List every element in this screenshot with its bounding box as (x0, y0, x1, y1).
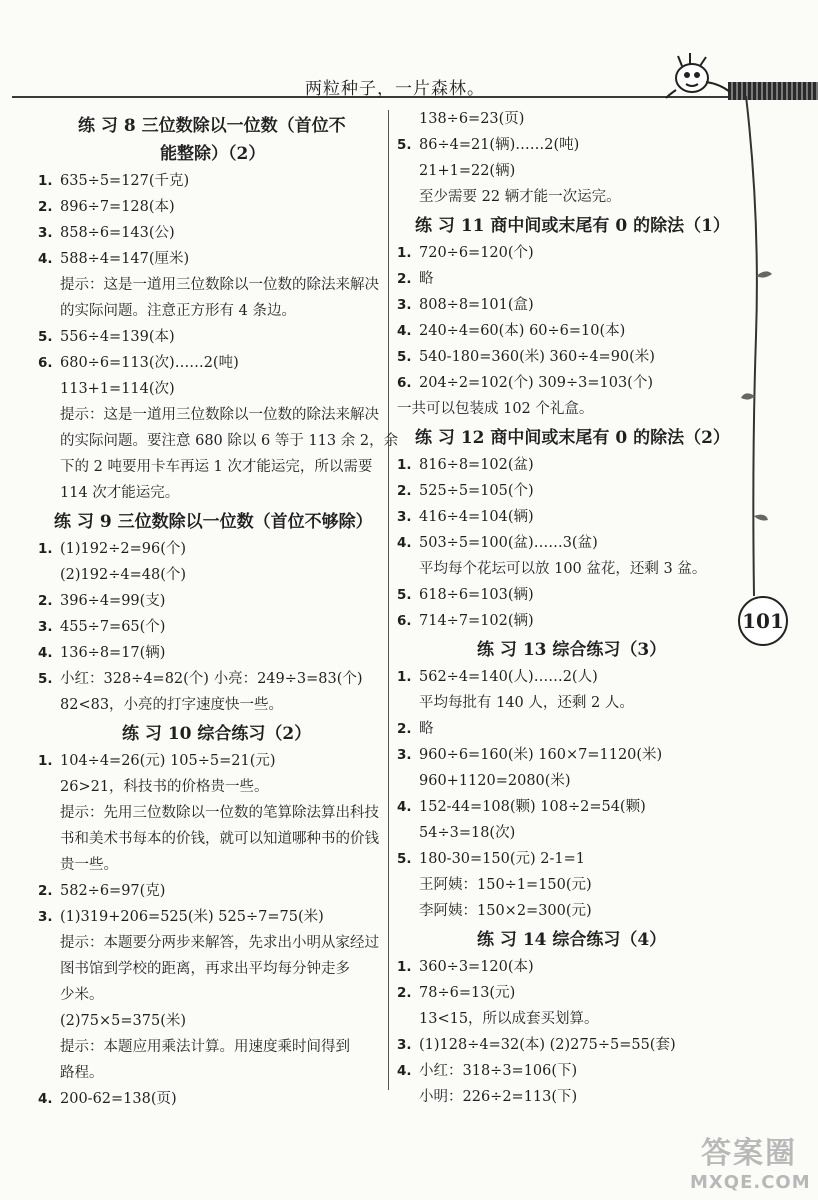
answer-item (38, 904, 382, 1086)
answer-item (38, 350, 399, 506)
answer-line: 78÷6=13(元) (419, 985, 516, 1001)
item-number: 2. (38, 593, 53, 609)
answer-item (397, 266, 733, 292)
section-title: 练 习 9 三位数除以一位数（首位不够除） (54, 512, 373, 532)
hint-line: 提示：先用三位数除以一位数的笔算除法算出科技 (60, 805, 379, 821)
answer-line: (1)128÷4=32(本) (2)275÷5=55(套) (419, 1037, 676, 1053)
answer-item (397, 452, 733, 478)
item-number: 3. (397, 509, 412, 525)
answer-line: 540-180=360(米) 360÷4=90(米) (419, 349, 655, 365)
item-number: 3. (397, 297, 412, 313)
answer-line: 556÷4=139(本) (60, 329, 175, 345)
hint-line: 书和美术书每本的价钱，就可以知道哪种书的价钱 (60, 831, 379, 847)
answer-item (397, 292, 733, 318)
answer-item (38, 246, 382, 324)
answer-line: 360÷3=120(本) (419, 959, 534, 975)
answer-line: 396÷4=99(支) (60, 593, 166, 609)
item-number: 3. (38, 225, 53, 241)
answer-line: 86÷4=21(辆)……2(吨) (419, 137, 580, 153)
answer-item (397, 132, 733, 210)
answer-line: 204÷2=102(个) 309÷3=103(个) (419, 375, 653, 391)
mascot-icon (662, 48, 734, 100)
answer-line: 54÷3=18(次) (419, 825, 516, 841)
answer-line: 582÷6=97(克) (60, 883, 166, 899)
item-number: 3. (38, 619, 53, 635)
answer-item (397, 318, 733, 344)
item-number: 4. (38, 645, 53, 661)
item-number: 3. (397, 747, 412, 763)
answer-line: (2)192÷4=48(个) (60, 567, 187, 583)
item-number: 2. (38, 199, 53, 215)
answer-line: 503÷5=100(盆)……3(盆) (419, 535, 598, 551)
answer-line: 136÷8=17(辆) (60, 645, 166, 661)
page-number-badge: 101 (738, 596, 788, 646)
answer-item (38, 324, 382, 350)
answer-item (38, 194, 382, 220)
answer-item (397, 846, 733, 924)
column-divider (388, 110, 389, 1090)
exercise-section (397, 424, 733, 634)
exercise-section (38, 508, 382, 718)
hint-line: 提示：本题应用乘法计算。用速度乘时间得到 (60, 1039, 350, 1055)
exercise-section-continued (397, 106, 733, 210)
answer-line: 13<15，所以成套买划算。 (419, 1011, 599, 1027)
answer-line: 240÷4=60(本) 60÷6=10(本) (419, 323, 626, 339)
answer-item (38, 536, 382, 588)
section-title: 练 习 8 三位数除以一位数（首位不 (78, 116, 346, 136)
item-number: 2. (397, 483, 412, 499)
answer-item (397, 344, 733, 370)
answer-item (397, 794, 733, 846)
answer-line: 小红：328÷4=82(个) 小亮：249÷3=83(个) (60, 671, 363, 687)
answer-line: 680÷6=113(次)……2(吨) (60, 355, 239, 371)
answer-item (397, 504, 733, 530)
answer-line: 455÷7=65(个) (60, 619, 166, 635)
answer-line: 808÷8=101(盒) (419, 297, 534, 313)
vine-decoration-icon (730, 96, 790, 616)
item-number: 1. (38, 753, 53, 769)
left-column (38, 112, 399, 1114)
item-number: 4. (397, 799, 412, 815)
item-number: 1. (397, 457, 412, 473)
answer-line: 200-62=138(页) (60, 1091, 177, 1107)
answer-line: 略 (419, 271, 434, 287)
item-number: 2. (397, 271, 412, 287)
answer-line: 82<83，小亮的打字速度快一些。 (60, 697, 284, 713)
hint-line: 提示：这是一道用三位数除以一位数的除法来解决 (60, 277, 379, 293)
answer-line: 858÷6=143(公) (60, 225, 175, 241)
answer-item (397, 608, 733, 634)
answer-line: (1)319+206=525(米) 525÷7=75(米) (60, 909, 324, 925)
item-number: 1. (397, 245, 412, 261)
item-number: 5. (397, 349, 412, 365)
answer-item (397, 1032, 733, 1058)
header-motto: 两粒种子，一片森林。 (305, 79, 485, 99)
answer-line: 一共可以包装成 102 个礼盒。 (397, 401, 594, 417)
item-number: 6. (397, 613, 412, 629)
hint-line: 提示：这是一道用三位数除以一位数的除法来解决 (60, 407, 379, 423)
answer-item (397, 106, 733, 132)
hint-line: 的实际问题。注意正方形有 4 条边。 (60, 303, 296, 319)
item-number: 2. (397, 985, 412, 1001)
answer-line: 816÷8=102(盆) (419, 457, 534, 473)
item-number: 1. (38, 173, 53, 189)
exercise-section (38, 112, 399, 506)
item-number (397, 106, 419, 132)
answer-item (397, 370, 733, 422)
answer-item (38, 1086, 382, 1112)
section-title: 练 习 10 综合练习（2） (122, 724, 312, 744)
answer-line: 138÷6=23(页) (419, 111, 525, 127)
hint-line: 贵一些。 (60, 857, 118, 873)
answer-item (397, 240, 733, 266)
item-number: 2. (397, 721, 412, 737)
answer-item (38, 666, 382, 718)
answer-line: 635÷5=127(千克) (60, 173, 190, 189)
answer-line: 至少需要 22 辆才能一次运完。 (419, 189, 621, 205)
hint-line: 下的 2 吨要用卡车再运 1 次才能运完，所以需要 (60, 459, 373, 475)
item-number: 1. (38, 541, 53, 557)
site-watermark (690, 1128, 811, 1194)
right-column (397, 106, 733, 1112)
answer-line: 960+1120=2080(米) (419, 773, 571, 789)
answer-line: 26>21，科技书的价格贵一些。 (60, 779, 269, 795)
answer-item (38, 640, 382, 666)
item-number: 3. (397, 1037, 412, 1053)
answer-item (397, 478, 733, 504)
answer-item (397, 530, 733, 582)
answer-line: 略 (419, 721, 434, 737)
item-number: 1. (397, 669, 412, 685)
section-title: 练 习 14 综合练习（4） (477, 930, 667, 950)
answer-item (38, 614, 382, 640)
answer-line: 896÷7=128(本) (60, 199, 175, 215)
item-number: 6. (38, 355, 53, 371)
answer-line: 李阿姨：150×2=300(元) (419, 903, 592, 919)
answer-line: 525÷5=105(个) (419, 483, 534, 499)
hint-line: 路程。 (60, 1065, 104, 1081)
answer-item (397, 742, 733, 794)
item-number: 4. (397, 323, 412, 339)
answer-item (397, 980, 733, 1032)
answer-line: 152-44=108(颗) 108÷2=54(颗) (419, 799, 646, 815)
answer-item (397, 664, 733, 716)
exercise-section (397, 636, 733, 924)
answer-item (38, 220, 382, 246)
answer-item (397, 716, 733, 742)
answer-line: 21+1=22(辆) (419, 163, 516, 179)
item-number: 5. (397, 587, 412, 603)
answer-item (38, 878, 382, 904)
exercise-section (397, 926, 733, 1110)
exercise-section (38, 720, 382, 1112)
item-number: 4. (397, 1063, 412, 1079)
watermark-text: 答案圈 (701, 1136, 797, 1171)
exercise-section (397, 212, 733, 422)
item-number: 6. (397, 375, 412, 391)
answer-item (397, 1058, 733, 1110)
item-number: 4. (38, 251, 53, 267)
answer-line: 平均每批有 140 人，还剩 2 人。 (419, 695, 634, 711)
item-number: 4. (397, 535, 412, 551)
item-number: 1. (397, 959, 412, 975)
hint-line: 114 次才能运完。 (60, 485, 180, 501)
answer-line: (2)75×5=375(米) (60, 1013, 187, 1029)
item-number: 5. (38, 329, 53, 345)
answer-line: 714÷7=102(辆) (419, 613, 534, 629)
answer-item (38, 748, 382, 878)
answer-line: 720÷6=120(个) (419, 245, 534, 261)
item-number: 5. (397, 851, 412, 867)
item-number: 5. (397, 137, 412, 153)
answer-line: (1)192÷2=96(个) (60, 541, 187, 557)
hint-line: 图书馆到学校的距离，再求出平均每分钟走多 (60, 961, 350, 977)
item-number: 4. (38, 1091, 53, 1107)
answer-line: 618÷6=103(辆) (419, 587, 534, 603)
answer-line: 平均每个花坛可以放 100 盆花，还剩 3 盆。 (419, 561, 707, 577)
answer-line: 960÷6=160(米) 160×7=1120(米) (419, 747, 663, 763)
answer-item (397, 954, 733, 980)
item-number: 5. (38, 671, 53, 687)
hint-line: 少米。 (60, 987, 104, 1003)
section-title-continued: 能整除）（2） (160, 144, 266, 164)
hint-line: 的实际问题。要注意 680 除以 6 等于 113 余 2，余 (60, 433, 399, 449)
answer-item (397, 582, 733, 608)
answer-line: 180-30=150(元) 2-1=1 (419, 851, 585, 867)
answer-line: 113+1=114(次) (60, 381, 175, 397)
answer-line: 小红：318÷3=106(下) (419, 1063, 578, 1079)
section-title: 练 习 12 商中间或末尾有 0 的除法（2） (415, 428, 730, 448)
answer-line: 王阿姨：150÷1=150(元) (419, 877, 592, 893)
answer-line: 104÷4=26(元) 105÷5=21(元) (60, 753, 276, 769)
item-number: 3. (38, 909, 53, 925)
answer-item (38, 588, 382, 614)
answer-item (38, 168, 382, 194)
hint-line: 提示：本题要分两步来解答，先求出小明从家经过 (60, 935, 379, 951)
section-title: 练 习 13 综合练习（3） (477, 640, 667, 660)
answer-line: 小明：226÷2=113(下) (419, 1089, 578, 1105)
section-title: 练 习 11 商中间或末尾有 0 的除法（1） (415, 216, 730, 236)
answer-line: 416÷4=104(辆) (419, 509, 534, 525)
item-number: 2. (38, 883, 53, 899)
watermark-url: MXQE.COM (690, 1172, 811, 1193)
answer-line: 562÷4=140(人)……2(人) (419, 669, 598, 685)
answer-line: 588÷4=147(厘米) (60, 251, 190, 267)
